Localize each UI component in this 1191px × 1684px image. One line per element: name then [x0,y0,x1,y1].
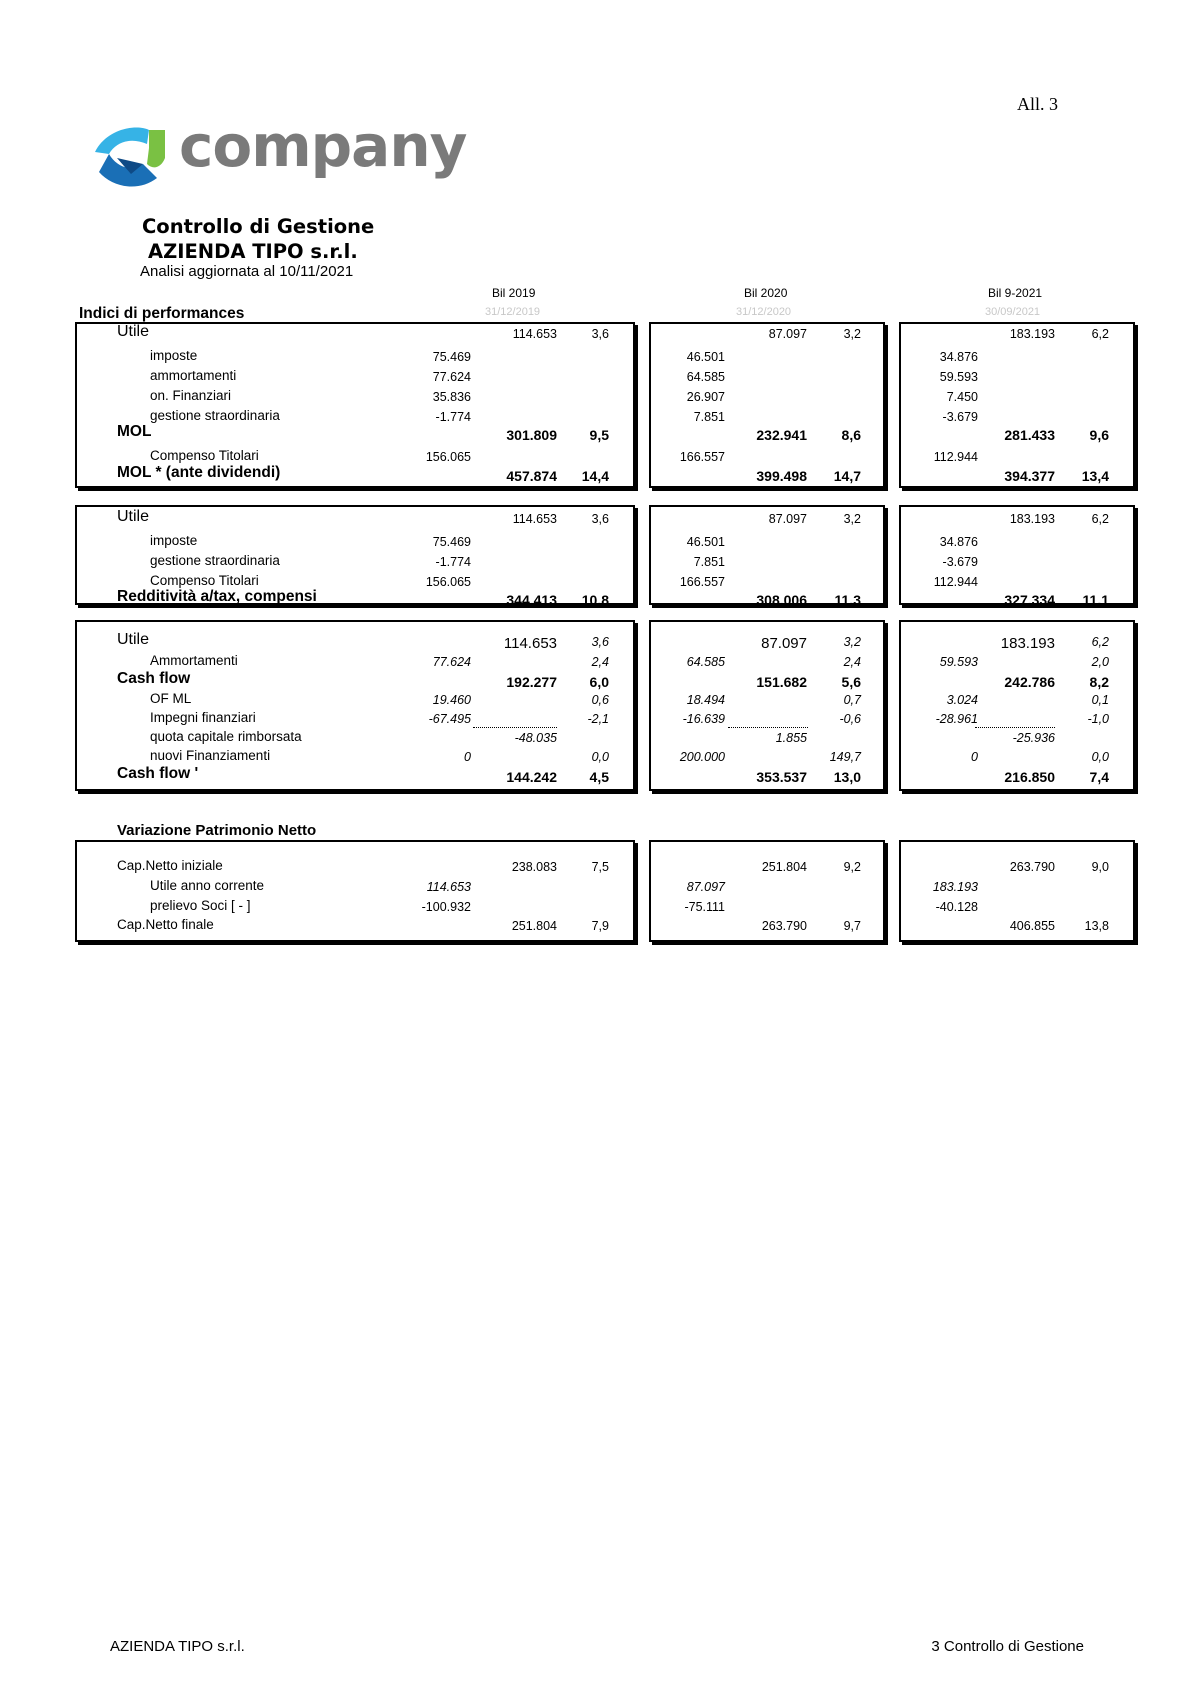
section4-cell: 263.790 [761,919,807,933]
section4-cell: -40.128 [935,900,978,914]
section3-cell: -28.961 [935,712,978,726]
section1-cell: -1.774 [435,410,471,424]
section1-cell: 77.624 [432,370,471,384]
section2-cell: 6,2 [1091,512,1109,526]
section3-cell: 0 [971,750,978,764]
section3-cell: 3.024 [946,693,978,707]
section1-row-label: Compenso Titolari [150,448,259,463]
section1-cell: 46.501 [686,350,725,364]
section2-cell: 10,8 [581,592,609,608]
section1-cell: 13,4 [1081,468,1109,484]
section2-cell: 75.469 [432,535,471,549]
period-date-2021: 30/09/2021 [985,306,1041,318]
section3-row-label: OF ML [150,691,192,706]
section1-cell: 399.498 [756,468,807,484]
section3-cell: 151.682 [756,674,807,690]
section4-cell: 114.653 [426,880,471,894]
section1-cell: 9,5 [589,427,609,443]
section3-cell: -2,1 [587,712,609,726]
section3-row-label: quota capitale rimborsata [150,729,302,744]
section1-cell: 14,4 [581,468,609,484]
section4-heading: Variazione Patrimonio Netto [117,822,317,839]
section1-cell: 75.469 [432,350,471,364]
section3-row-label: nuovi Finanziamenti [150,748,271,763]
section2-cell: 156.065 [425,575,471,589]
section1-cell: 156.065 [425,450,471,464]
section2-cell: 327.334 [1004,592,1055,608]
dotted-line [975,727,1055,728]
section1-cell: 281.433 [1004,427,1055,443]
section1-cell: 9,6 [1089,427,1109,443]
section4-cell: 9,0 [1091,860,1109,874]
section4-row-label: Cap.Netto finale [117,917,214,932]
section3-row-label: Utile [117,631,150,648]
section3-cell: 87.097 [761,635,807,652]
dotted-line [728,727,808,728]
section3-cell: 0,7 [843,693,861,707]
section3-cell: 6,0 [589,674,609,690]
section2-cell: 112.944 [933,575,978,589]
section2-row-label: Redditività a/tax, compensi [117,588,317,605]
section4-cell: 7,9 [591,919,609,933]
section3-cell: 0,0 [1091,750,1109,764]
section1-cell: 166.557 [679,450,725,464]
section3-cell: -48.035 [514,731,557,745]
section1-heading: Indici di performances [79,305,245,322]
section3-cell: -16.639 [682,712,725,726]
period-date-2019: 31/12/2019 [485,306,541,318]
section3-cell: 13,0 [833,769,861,785]
section3-cell: 4,5 [589,769,609,785]
section2-cell: 34.876 [939,535,978,549]
section4-cell: 406.855 [1009,919,1055,933]
section4-cell: 183.193 [932,880,978,894]
attachment-label: All. 3 [1016,94,1058,114]
section1-cell: 6,2 [1091,327,1109,341]
section3-cell: 114.653 [503,635,557,652]
section2-cell: 114.653 [512,512,557,526]
section3-cell: 0,1 [1091,693,1109,707]
section3-cell: 5,6 [841,674,861,690]
period-label-2021: Bil 9-2021 [988,286,1043,300]
section3-cell: 59.593 [939,655,978,669]
section3-cell: -0,6 [839,712,861,726]
section1-cell: 112.944 [933,450,978,464]
section3-cell: -67.495 [428,712,471,726]
section4-cell: 9,7 [843,919,861,933]
section4-cell: 263.790 [1009,860,1055,874]
logo-text: company [179,112,467,180]
section1-row-label: gestione straordinaria [150,408,280,423]
section3-cell: 8,2 [1089,674,1109,690]
section3-row-label: Ammortamenti [150,653,238,668]
section4-cell: 13,8 [1084,919,1109,933]
section3-cell: 200.000 [679,750,725,764]
section2-cell: 3,2 [843,512,861,526]
section1-cell: 87.097 [768,327,807,341]
section4-row-label: Cap.Netto iniziale [117,858,223,873]
section1-cell: 34.876 [939,350,978,364]
section4-cell: 251.804 [511,919,557,933]
footer-page: 3 Controllo di Gestione [931,1638,1084,1655]
section1-cell: 7.450 [946,390,978,404]
section4-cell: 7,5 [591,860,609,874]
section2-cell: 46.501 [686,535,725,549]
section1-row-label: ammortamenti [150,368,237,383]
section2-row-label: gestione straordinaria [150,553,280,568]
section1-cell: 114.653 [512,327,557,341]
section2-row-label: Utile [117,508,150,525]
section3-cell: 353.537 [756,769,807,785]
section4-cell: 251.804 [761,860,807,874]
section2-cell: 11,3 [834,592,861,608]
title-line2: AZIENDA TIPO s.r.l. [148,240,358,263]
section2-cell: 87.097 [768,512,807,526]
section1-row-label: imposte [150,348,198,363]
period-date-2020: 31/12/2020 [736,306,792,318]
section3-cell: 0,6 [591,693,609,707]
section3-cell: -1,0 [1087,712,1109,726]
section1-cell: 3,2 [843,327,861,341]
section1-cell: 3,6 [591,327,609,341]
section3-cell: 216.850 [1004,769,1055,785]
section3-cell: 77.624 [432,655,471,669]
section3-cell: 7,4 [1089,769,1109,785]
section4-cell: 9,2 [843,860,861,874]
section1-cell: 183.193 [1009,327,1055,341]
company-logo-icon [87,118,172,190]
section1-cell: 232.941 [756,427,807,443]
section2-cell: 344.413 [506,592,557,608]
section3-cell: 1.855 [775,731,807,745]
section2-cell: 3,6 [591,512,609,526]
section1-cell: 394.377 [1004,468,1055,484]
section1-row-label: MOL [117,423,152,440]
section1-cell: -3.679 [942,410,978,424]
section3-cell: 6,2 [1091,635,1109,649]
section2-row-label: imposte [150,533,198,548]
section1-cell: 7.851 [693,410,725,424]
section3-cell: 0 [464,750,471,764]
section2-cell: 11,1 [1082,592,1109,608]
section3-cell: 3,2 [843,635,861,649]
section3-cell: 2,4 [591,655,609,669]
section2-cell: 166.557 [679,575,725,589]
section3-cell: 3,6 [591,635,609,649]
section3-cell: 19.460 [432,693,471,707]
section1-row-label: MOL * (ante dividendi) [117,464,281,481]
section4-cell: -100.932 [421,900,471,914]
section1-cell: 8,6 [841,427,861,443]
section3-cell: 2,0 [1091,655,1109,669]
section1-row-label: Utile [117,323,150,340]
section3-cell: -25.936 [1012,731,1055,745]
section3-cell: 242.786 [1004,674,1055,690]
section3-cell: 183.193 [1000,635,1055,652]
section2-row-label: Compenso Titolari [150,573,259,588]
section3-cell: 2,4 [843,655,861,669]
section4-row-label: prelievo Soci [ - ] [150,898,251,913]
section1-cell: 64.585 [686,370,725,384]
title-line3: Analisi aggiornata al 10/11/2021 [140,263,354,280]
section1-cell: 14,7 [833,468,861,484]
section4-cell: 238.083 [511,860,557,874]
section3-row-label: Cash flow ' [117,765,199,782]
section3-cell: 64.585 [686,655,725,669]
section1-row-label: on. Finanziari [150,388,232,403]
section3-cell: 18.494 [686,693,725,707]
section4-cell: -75.111 [684,900,725,914]
section2-cell: 7.851 [693,555,725,569]
section3-cell: 144.242 [506,769,557,785]
section3-cell: 0,0 [591,750,609,764]
section2-cell: -3.679 [942,555,978,569]
section4-cell: 87.097 [686,880,725,894]
section1-cell: 457.874 [506,468,557,484]
section2-cell: 183.193 [1009,512,1055,526]
dotted-line [473,727,557,728]
section1-cell: 26.907 [686,390,725,404]
section3-row-label: Impegni finanziari [150,710,256,725]
footer-company: AZIENDA TIPO s.r.l. [110,1638,245,1655]
section3-cell: 149,7 [829,750,861,764]
title-line1: Controllo di Gestione [142,215,375,238]
section1-cell: 35.836 [432,390,471,404]
period-label-2019: Bil 2019 [492,286,536,300]
section3-row-label: Cash flow [117,670,191,687]
section4-row-label: Utile anno corrente [150,878,265,893]
section1-cell: 301.809 [506,427,557,443]
section2-cell: 308.006 [756,592,807,608]
section1-cell: 59.593 [939,370,978,384]
section3-cell: 192.277 [506,674,557,690]
section2-cell: -1.774 [435,555,471,569]
period-label-2020: Bil 2020 [744,286,788,300]
